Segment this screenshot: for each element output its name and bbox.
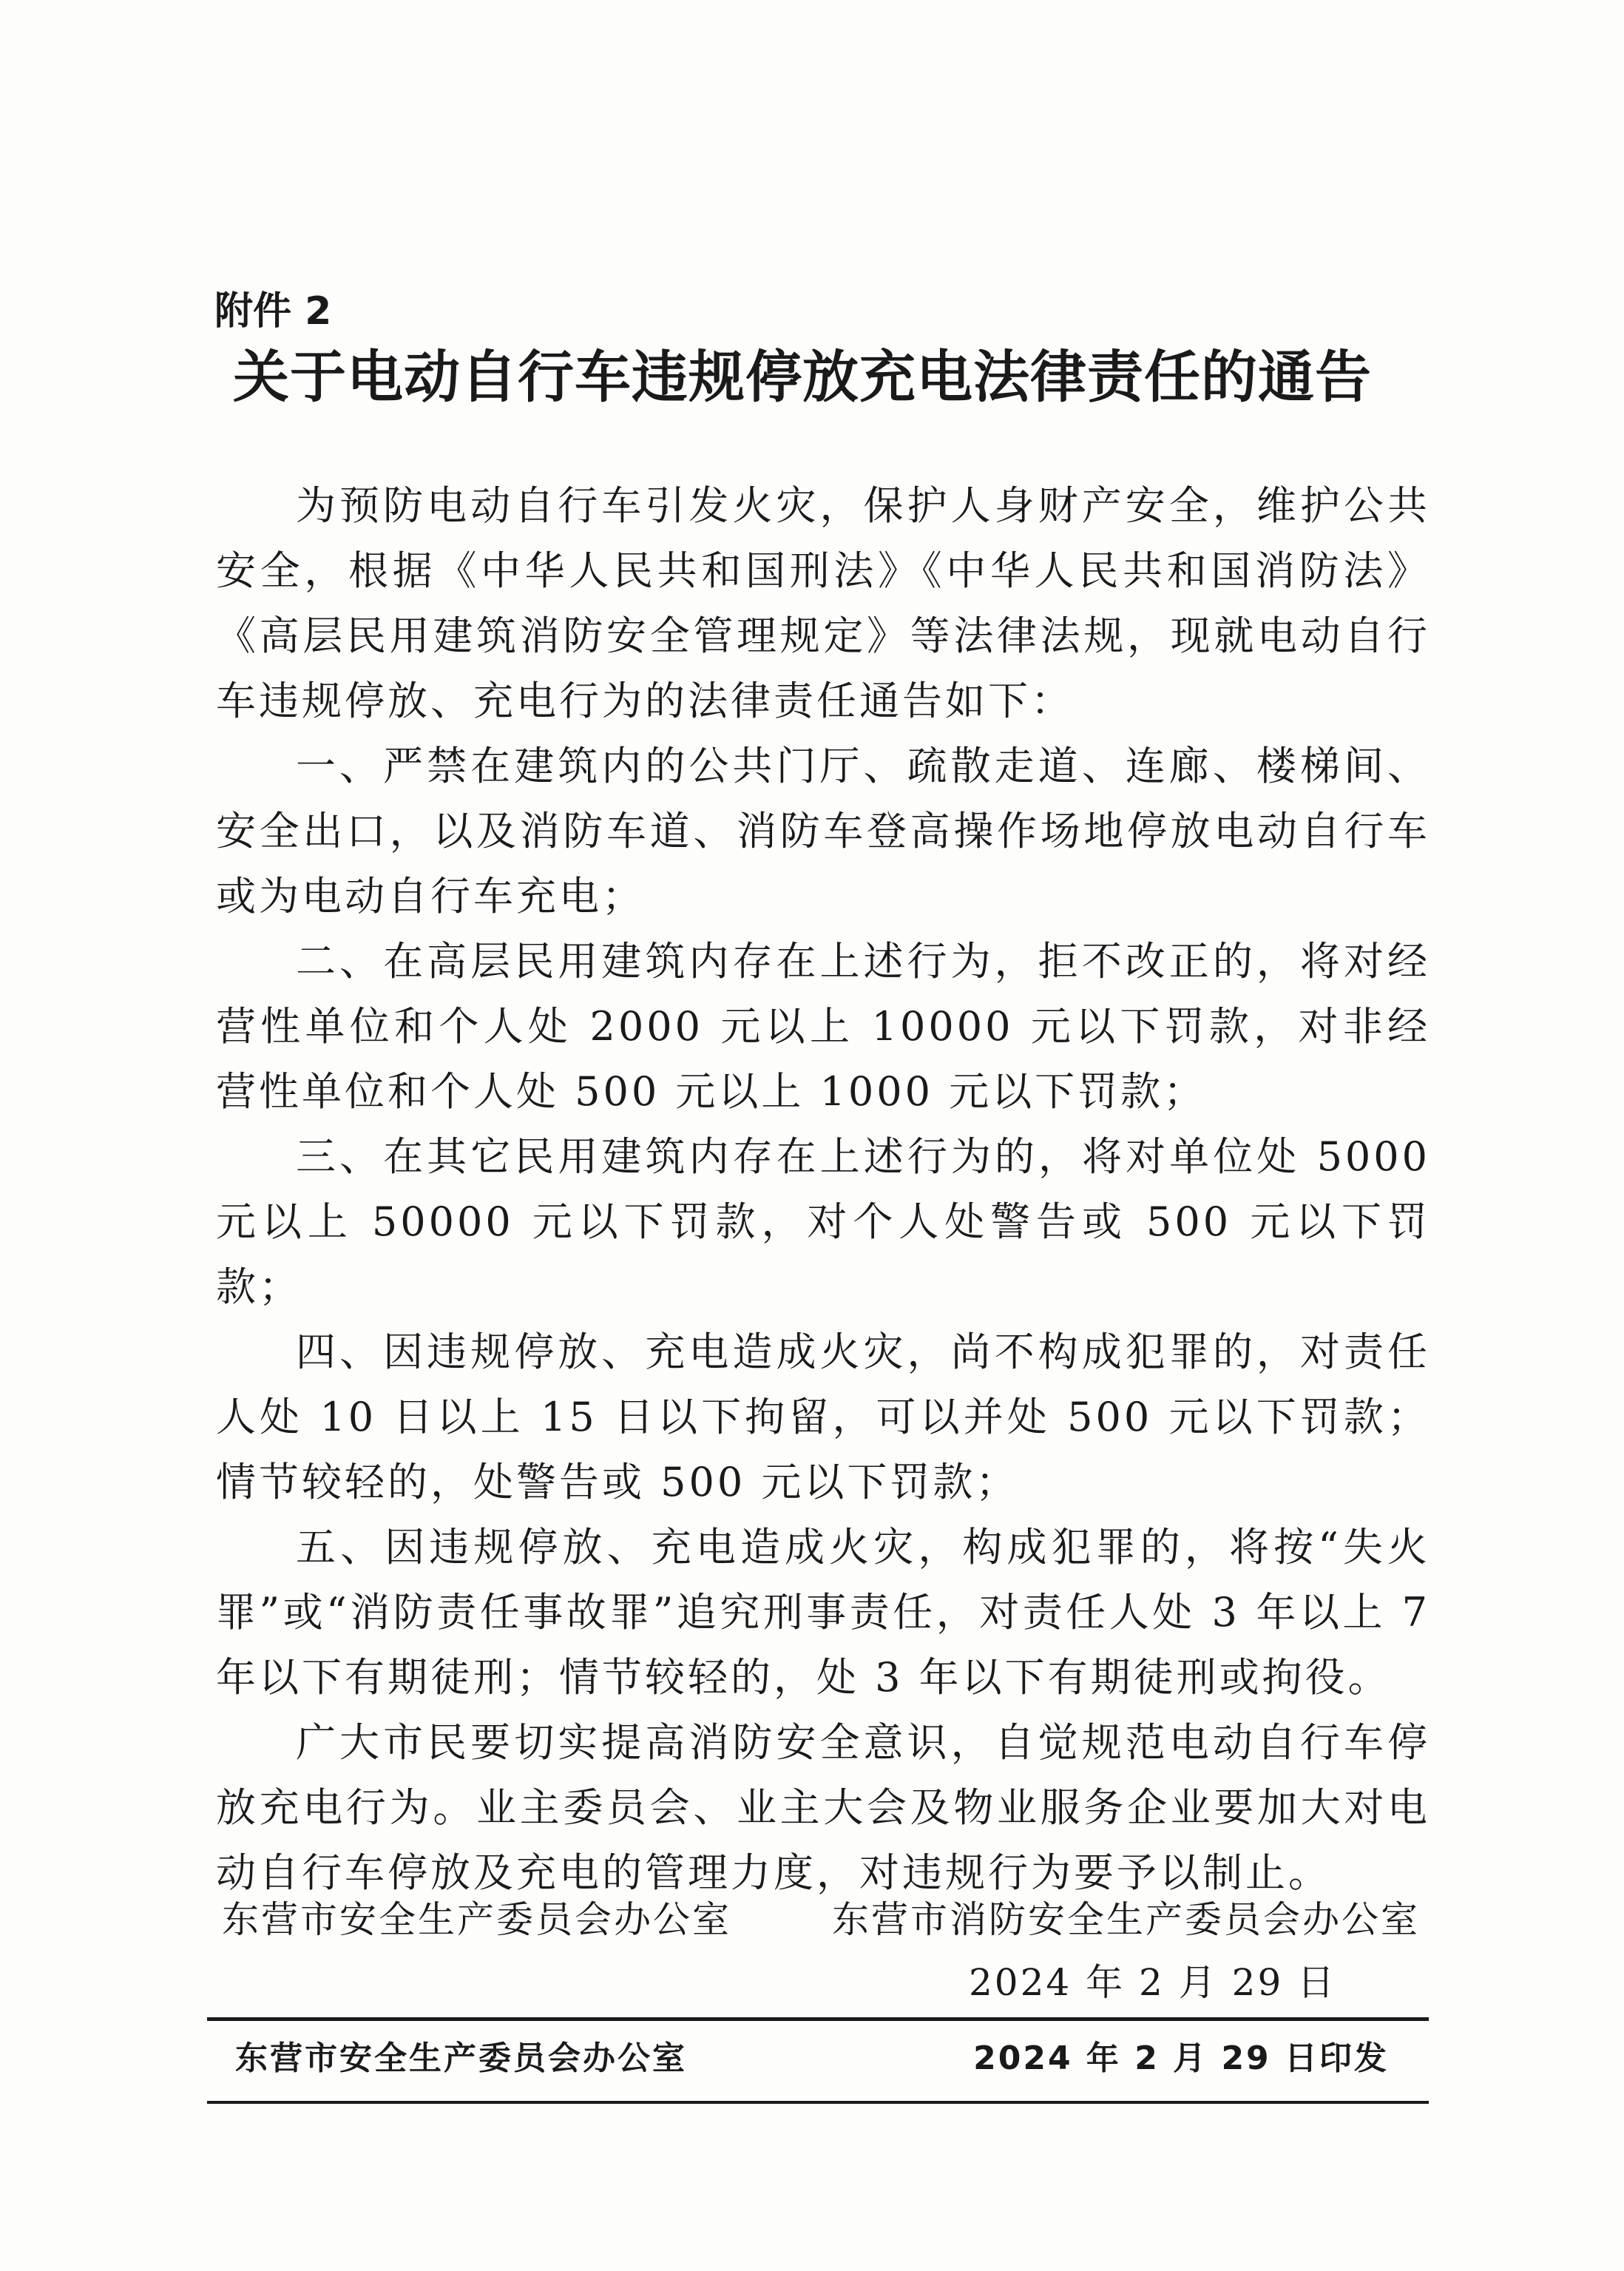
clause-4-paragraph: 四、因违规停放、充电造成火灾，尚不构成犯罪的，对责任人处 10 日以上 15 日以下拘留，可以并处 500 元以下罚款；情节较轻的，处警告或 500 元以下罚款； (216, 1329, 1430, 1505)
footer-printed-date: 2024 年 2 月 29 日印发 (973, 2039, 1389, 2077)
intro-paragraph: 为预防电动自行车引发火灾，保护人身财产安全，维护公共安全，根据《中华人民共和国刑法》《中华人民共和国消防法》《高层民用建筑消防安全管理规定》等法律法规，现就电动自行车违规停放、充电行为的法律责任通告如下： (216, 482, 1430, 724)
clause-2-paragraph: 二、在高层民用建筑内存在上述行为，拒不改正的，将对经营性单位和个人处 2000 元以上 10000 元以下罚款，对非经营性单位和个人处 500 元以上 1000 元以下罚款； (216, 938, 1430, 1115)
footer-office: 东营市安全生产委员会办公室 (235, 2039, 687, 2077)
clause-3-paragraph: 三、在其它民用建筑内存在上述行为的，将对单位处 5000 元以上 50000 元以下罚款，对个人处警告或 500 元以下罚款； (216, 1133, 1430, 1310)
footer-divider-top (207, 2017, 1429, 2021)
attachment-label: 附件 2 (214, 289, 332, 334)
clause-1-paragraph: 一、严禁在建筑内的公共门厅、疏散走道、连廊、楼梯间、安全出口，以及消防车道、消防车登高操作场地停放电动自行车或为电动自行车充电； (216, 743, 1430, 919)
document-body (216, 473, 1430, 1906)
footer-divider-bottom (207, 2101, 1429, 2104)
issuer-left: 东营市安全生产委员会办公室 (222, 1898, 731, 1941)
clause-5-paragraph: 五、因违规停放、充电造成火灾，构成犯罪的，将按“失火罪”或“消防责任事故罪”追究刑事责任，对责任人处 3 年以上 7 年以下有期徒刑；情节较轻的，处 3 年以下有期徒刑或拘役。 (216, 1524, 1430, 1701)
closing-paragraph: 广大市民要切实提高消防安全意识，自觉规范电动自行车停放充电行为。业主委员会、业主大会及物业服务企业要加大对电动自行车停放及充电的管理力度，对违规行为要予以制止。 (216, 1719, 1430, 1896)
document-title: 关于电动自行车违规停放充电法律责任的通告 (233, 344, 1372, 410)
issuer-right: 东营市消防安全生产委员会办公室 (832, 1898, 1420, 1941)
issue-date: 2024 年 2 月 29 日 (969, 1961, 1337, 2004)
